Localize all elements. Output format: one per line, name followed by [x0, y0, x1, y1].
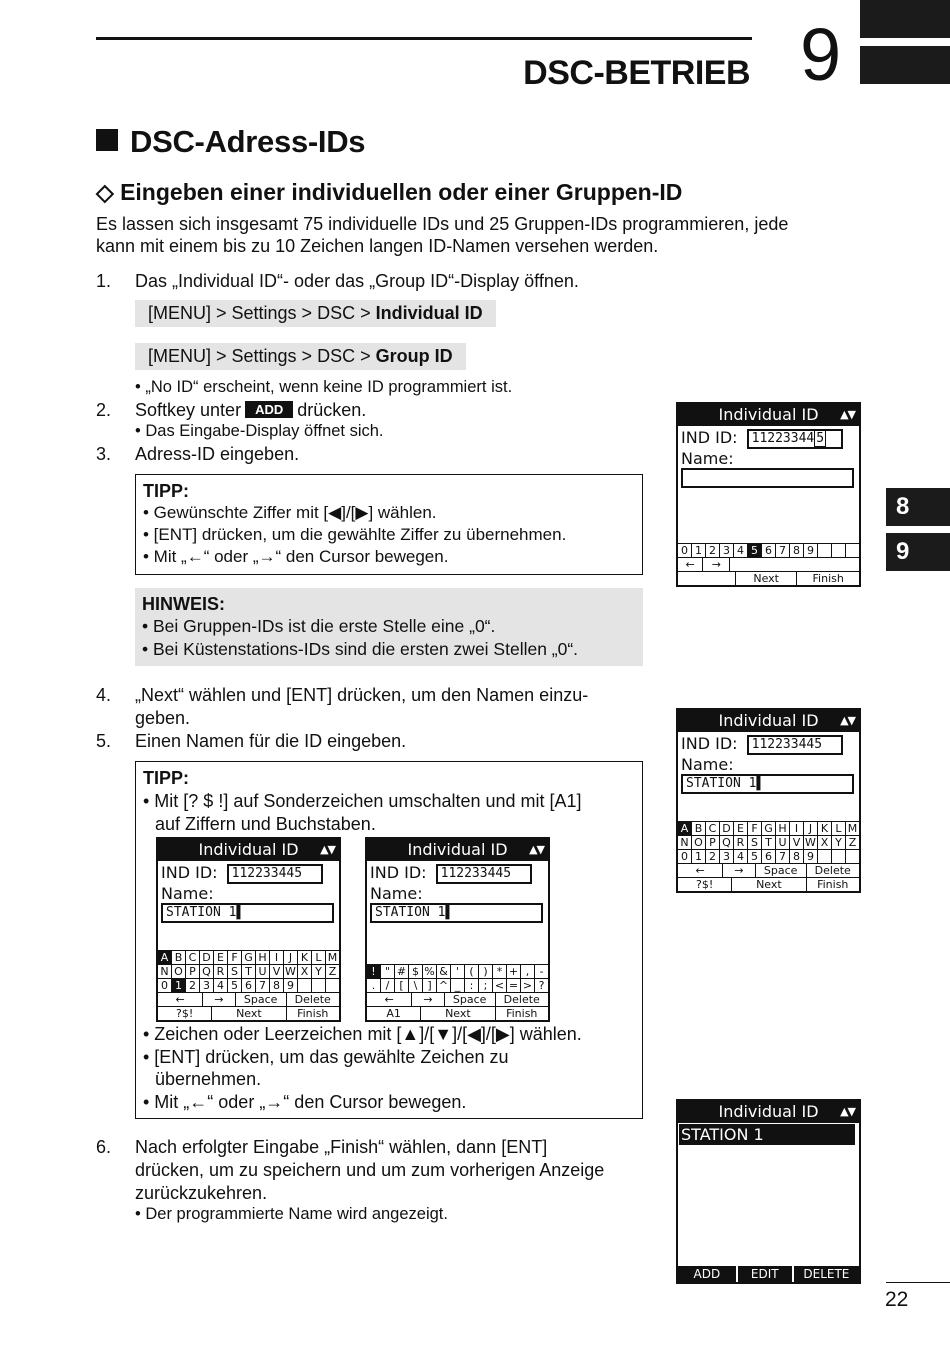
- scroll-icon: ▲▼: [840, 714, 855, 727]
- kb-key[interactable]: C: [706, 822, 720, 835]
- kb-key[interactable]: ?: [538, 979, 545, 992]
- kb-key[interactable]: #: [395, 965, 409, 978]
- kb-key[interactable]: H: [776, 822, 790, 835]
- menu-path-individual: [MENU] > Settings > DSC > Individual ID: [135, 300, 496, 327]
- kb-key[interactable]: 7: [776, 850, 790, 863]
- tip-heading: TIPP:: [143, 768, 190, 788]
- step-6-line-2: drücken, um zu speichern und um zum vorherigen Anzeige: [135, 1160, 605, 1180]
- kb-key[interactable]: A: [678, 822, 692, 835]
- kb-row-digits: [158, 978, 339, 992]
- kb-key[interactable]: P: [186, 965, 200, 978]
- kb-key[interactable]: T: [762, 836, 776, 849]
- kb-key[interactable]: 0: [678, 544, 692, 557]
- kb-key[interactable]: G: [762, 822, 776, 835]
- side-tab-8[interactable]: 8: [886, 488, 950, 526]
- lcd-keyboard: 0 1 2 3 4 5 6 7 8 9 ← → Next Finish: [678, 543, 859, 585]
- kb-key[interactable]: U: [776, 836, 790, 849]
- kb-key[interactable]: 0: [158, 979, 172, 992]
- scroll-icon: ▲▼: [529, 843, 544, 856]
- kb-key[interactable]: O: [692, 836, 706, 849]
- tip-item: auf Ziffern und Buchstaben.: [155, 814, 376, 834]
- kb-key[interactable]: E: [214, 951, 228, 964]
- kb-key[interactable]: Q: [200, 965, 214, 978]
- kb-key[interactable]: (: [465, 965, 479, 978]
- lcd-name-field: [681, 468, 854, 488]
- tip-item: • Zeichen oder Leerzeichen mit [▲]/[▼]/[◀]/[▶] wählen.: [143, 1024, 582, 1044]
- kb-key[interactable]: D: [720, 822, 734, 835]
- kb-key[interactable]: I: [270, 951, 284, 964]
- kb-key[interactable]: [832, 850, 846, 863]
- kb-key[interactable]: ]: [423, 979, 437, 992]
- kb-key[interactable]: ,: [521, 965, 535, 978]
- kb-key[interactable]: 2: [186, 979, 200, 992]
- step-4-line-1: „Next“ wählen und [ENT] drücken, um den Namen einzu-: [135, 685, 589, 705]
- step-3-text: Adress-ID eingeben.: [135, 444, 300, 464]
- kb-key[interactable]: \: [409, 979, 423, 992]
- kb-key[interactable]: 7: [776, 544, 790, 557]
- tip-item: • Mit [? $ !] auf Sonderzeichen umschalten und mit [A1]: [143, 791, 582, 811]
- kb-key[interactable]: 1: [172, 979, 186, 992]
- scroll-icon: ▲▼: [320, 843, 335, 856]
- lcd-title-bar: Individual ID ▲▼: [367, 839, 548, 861]
- kb-key[interactable]: ^: [437, 979, 451, 992]
- kb-key[interactable]: ): [479, 965, 493, 978]
- tip-heading: TIPP:: [143, 481, 190, 501]
- subsection-heading: ◇ Eingeben einer individuellen oder einer Gruppen-ID: [96, 179, 683, 205]
- lcd-softkeys: ADD EDIT DELETE: [678, 1266, 859, 1282]
- tip-item: • Mit „←“ oder „→“ den Cursor bewegen.: [143, 1092, 467, 1112]
- kb-key[interactable]: 1: [692, 850, 706, 863]
- step-5-text: Einen Namen für die ID eingeben.: [135, 731, 407, 751]
- kb-key[interactable]: F: [228, 951, 242, 964]
- kb-key[interactable]: F: [748, 822, 762, 835]
- kb-key[interactable]: :: [465, 979, 479, 992]
- step-5-number: 5.: [96, 731, 112, 751]
- square-bullet-icon: [96, 129, 118, 151]
- kb-key[interactable]: 5: [748, 850, 762, 863]
- kb-key[interactable]: =: [507, 979, 521, 992]
- kb-key[interactable]: .: [367, 979, 381, 992]
- kb-key[interactable]: U: [256, 965, 270, 978]
- step-6-number: 6.: [96, 1137, 112, 1157]
- kb-key[interactable]: J: [284, 951, 298, 964]
- kb-key[interactable]: >: [521, 979, 535, 992]
- kb-key[interactable]: 8: [270, 979, 284, 992]
- kb-key[interactable]: 3: [720, 544, 734, 557]
- diamond-icon: ◇: [96, 179, 121, 205]
- lcd-name-entry-letters: Individual ID ▲▼ IND ID: 112233445 Name: STATION 1▌ A B C D E F G H I J K L M N O P Q R S T U V W X Y Z 0 1 2 3 4 5 6 7 8 9 ← → Space Delete ?$! Next Finish: [156, 837, 341, 1022]
- step-1-number: 1.: [96, 271, 112, 291]
- step-6-line-3: zurückzukehren.: [135, 1183, 268, 1203]
- kb-key[interactable]: C: [186, 951, 200, 964]
- kb-key[interactable]: 3: [200, 979, 214, 992]
- kb-key[interactable]: E: [734, 822, 748, 835]
- page-number: 22: [885, 1288, 909, 1311]
- kb-key[interactable]: 6: [762, 544, 776, 557]
- kb-key[interactable]: /: [381, 979, 395, 992]
- tip-box-1: [135, 474, 643, 575]
- section-heading: DSC-Adress-IDs: [96, 124, 365, 160]
- kb-key[interactable]: V: [790, 836, 804, 849]
- kb-key[interactable]: 4: [734, 544, 748, 557]
- kb-key[interactable]: 1: [692, 544, 706, 557]
- kb-key[interactable]: 8: [790, 544, 804, 557]
- kb-key[interactable]: 9: [804, 544, 818, 557]
- kb-key[interactable]: +: [507, 965, 521, 978]
- lcd-keyboard: A B C D E F G H I J K L M N O P Q R S T U V W X Y Z 0 1 2 3 4 5 6 7 8 9 ← → Space Delete ?$! Next Finish: [678, 821, 859, 891]
- kb-key[interactable]: A: [158, 951, 172, 964]
- kb-key[interactable]: 6: [762, 850, 776, 863]
- kb-key[interactable]: K: [818, 822, 832, 835]
- lcd-name-field: STATION 1▌: [681, 774, 854, 794]
- kb-key[interactable]: <: [493, 979, 507, 992]
- kb-key[interactable]: X: [818, 836, 832, 849]
- step-6-note: • Der programmierte Name wird angezeigt.: [135, 1205, 448, 1223]
- kb-key[interactable]: [326, 979, 339, 992]
- kb-key[interactable]: W: [804, 836, 818, 849]
- step-1-note: • „No ID“ erscheint, wenn keine ID programmiert ist.: [135, 378, 513, 396]
- kb-key[interactable]: T: [242, 965, 256, 978]
- page-number-rule: [886, 1282, 950, 1283]
- chapter-number: 9: [800, 13, 842, 96]
- kb-key[interactable]: [298, 979, 312, 992]
- side-tab-9[interactable]: 9: [886, 533, 950, 571]
- kb-key[interactable]: S: [228, 965, 242, 978]
- tip-item: • Gewünschte Ziffer mit [◀]/[▶] wählen.: [143, 503, 437, 522]
- kb-key[interactable]: 4: [214, 979, 228, 992]
- kb-key[interactable]: B: [692, 822, 706, 835]
- step-6-line-1: Nach erfolgter Eingabe „Finish“ wählen, dann [ENT]: [135, 1137, 548, 1157]
- kb-key[interactable]: 2: [706, 544, 720, 557]
- kb-key[interactable]: Q: [720, 836, 734, 849]
- menu-path-group: [MENU] > Settings > DSC > Group ID: [135, 343, 466, 370]
- notice-heading: HINWEIS:: [142, 594, 225, 614]
- kb-key[interactable]: !: [367, 965, 381, 978]
- kb-key[interactable]: L: [832, 822, 846, 835]
- corner-block-top: [860, 0, 950, 38]
- kb-key[interactable]: G: [242, 951, 256, 964]
- kb-key[interactable]: K: [298, 951, 312, 964]
- kb-key[interactable]: 5: [228, 979, 242, 992]
- kb-row-symbols-1: [367, 964, 548, 978]
- kb-row-digits: [678, 849, 859, 863]
- scroll-icon: ▲▼: [840, 1105, 855, 1118]
- kb-key[interactable]: [312, 979, 326, 992]
- lcd-title-bar: Individual ID ▲▼: [158, 839, 339, 861]
- kb-key[interactable]: $: [409, 965, 423, 978]
- corner-block-bottom: [860, 46, 950, 84]
- tip-item: • [ENT] drücken, um die gewählte Ziffer zu übernehmen.: [143, 525, 567, 544]
- step-2-text: Softkey unter ADD drücken.: [135, 400, 367, 420]
- kb-key[interactable]: V: [270, 965, 284, 978]
- kb-key[interactable]: W: [284, 965, 298, 978]
- kb-key[interactable]: O: [172, 965, 186, 978]
- kb-key[interactable]: M: [847, 822, 858, 835]
- kb-key[interactable]: Y: [832, 836, 846, 849]
- kb-row-letters-1: [158, 950, 339, 964]
- kb-key[interactable]: 5: [748, 544, 762, 557]
- step-4-line-2: geben.: [135, 708, 191, 728]
- kb-key[interactable]: _: [451, 979, 465, 992]
- step-2-number: 2.: [96, 400, 112, 420]
- kb-key[interactable]: Z: [328, 965, 337, 978]
- lcd-id-field: 11223344 5: [747, 429, 843, 449]
- intro-line-2: kann mit einem bis zu 10 Zeichen langen ID-Namen versehen werden.: [96, 236, 659, 256]
- kb-row-letters-2: [678, 835, 859, 849]
- kb-key[interactable]: M: [327, 951, 338, 964]
- kb-key[interactable]: 7: [256, 979, 270, 992]
- kb-row-letters-2: [158, 964, 339, 978]
- lcd-name-field: STATION 1▌: [370, 903, 543, 923]
- kb-key[interactable]: 0: [678, 850, 692, 863]
- lcd-title-bar: Individual ID ▲▼: [678, 1101, 859, 1123]
- lcd-keyboard: ! " # $ % & ' ( ) * + , - . / [ \ ] ^ _ : ; < = > ? ← → Space Delete A1 Next Finish: [367, 964, 548, 1020]
- kb-key[interactable]: [832, 544, 846, 557]
- scroll-icon: ▲▼: [840, 408, 855, 421]
- kb-key[interactable]: ;: [479, 979, 493, 992]
- tip-item: • [ENT] drücken, um das gewählte Zeichen zu: [143, 1047, 509, 1067]
- kb-row-symbols-2: [367, 978, 548, 992]
- lcd-list-item: STATION 1: [679, 1124, 855, 1145]
- kb-key[interactable]: [846, 544, 859, 557]
- chapter-title: DSC-BETRIEB: [523, 54, 750, 92]
- kb-key[interactable]: L: [312, 951, 326, 964]
- kb-key[interactable]: N: [678, 836, 692, 849]
- kb-row-letters-1: [678, 821, 859, 835]
- step-4-number: 4.: [96, 685, 112, 705]
- lcd-id-entry: Individual ID ▲▼ IND ID: 11223344 5 Name: 0 1 2 3 4 5 6 7 8 9 ← → Next Finish: [676, 402, 861, 587]
- lcd-name-field: STATION 1▌: [161, 903, 334, 923]
- kb-key[interactable]: H: [256, 951, 270, 964]
- kb-key[interactable]: 8: [790, 850, 804, 863]
- kb-key[interactable]: 6: [242, 979, 256, 992]
- kb-key[interactable]: [818, 850, 832, 863]
- step-3-number: 3.: [96, 444, 112, 464]
- tip-item: übernehmen.: [155, 1069, 262, 1089]
- kb-key[interactable]: 2: [706, 850, 720, 863]
- lcd-id-list: [676, 1099, 861, 1284]
- step-1-text: Das „Individual ID“- oder das „Group ID“-Display öffnen.: [135, 271, 579, 291]
- header-rule: [96, 37, 752, 40]
- kb-key[interactable]: N: [158, 965, 172, 978]
- kb-key[interactable]: X: [298, 965, 312, 978]
- kb-key[interactable]: 4: [734, 850, 748, 863]
- kb-key[interactable]: R: [734, 836, 748, 849]
- lcd-title-bar: Individual ID ▲▼: [678, 710, 859, 732]
- kb-key[interactable]: J: [804, 822, 818, 835]
- kb-key[interactable]: [: [395, 979, 409, 992]
- tip-box-2: [135, 761, 643, 1119]
- kb-key[interactable]: S: [748, 836, 762, 849]
- kb-key[interactable]: B: [172, 951, 186, 964]
- kb-key[interactable]: ': [451, 965, 465, 978]
- kb-key[interactable]: Z: [848, 836, 857, 849]
- kb-key[interactable]: -: [539, 965, 544, 978]
- kb-key[interactable]: R: [214, 965, 228, 978]
- kb-key[interactable]: 9: [284, 979, 298, 992]
- add-softkey-icon: ADD: [245, 401, 293, 418]
- kb-key[interactable]: Y: [312, 965, 326, 978]
- notice-item: • Bei Küstenstations-IDs sind die ersten zwei Stellen „0“.: [142, 639, 579, 659]
- kb-key[interactable]: 9: [804, 850, 818, 863]
- kb-key[interactable]: ": [381, 965, 395, 978]
- lcd-name-entry-symbols: Individual ID ▲▼ IND ID: 112233445 Name: STATION 1▌ ! " # $ % & ' ( ) * + , - . / [ \ ] ^ _ : ; < = > ? ← → Space Delete A1 Next Finish: [365, 837, 550, 1022]
- kb-key[interactable]: P: [706, 836, 720, 849]
- lcd-keyboard: A B C D E F G H I J K L M N O P Q R S T U V W X Y Z 0 1 2 3 4 5 6 7 8 9 ← → Space Delete ?$! Next Finish: [158, 950, 339, 1020]
- intro-line-1: Es lassen sich insgesamt 75 individuelle IDs und 25 Gruppen-IDs programmieren, jede: [96, 214, 789, 234]
- step-2-note: • Das Eingabe-Display öffnet sich.: [135, 422, 384, 440]
- kb-key[interactable]: %: [423, 965, 437, 978]
- kb-key[interactable]: D: [200, 951, 214, 964]
- kb-key[interactable]: I: [790, 822, 804, 835]
- kb-key[interactable]: &: [437, 965, 451, 978]
- tip-item: • Mit „←“ oder „→“ den Cursor bewegen.: [143, 547, 449, 566]
- kb-key[interactable]: 3: [720, 850, 734, 863]
- notice-item: • Bei Gruppen-IDs ist die erste Stelle eine „0“.: [142, 616, 496, 636]
- kb-row-digits-select: [678, 543, 859, 557]
- kb-key[interactable]: [846, 850, 859, 863]
- notice-box: [135, 588, 643, 666]
- lcd-name-entry: Individual ID ▲▼ IND ID: 112233445 Name: STATION 1▌ A B C D E F G H I J K L M N O P Q R S T U V W X Y Z 0 1 2 3 4 5 6 7 8 9 ← → Space Delete ?$! Next Finish: [676, 708, 861, 893]
- kb-key[interactable]: *: [493, 965, 507, 978]
- lcd-title-bar: Individual ID ▲▼: [678, 404, 859, 426]
- kb-key[interactable]: [818, 544, 832, 557]
